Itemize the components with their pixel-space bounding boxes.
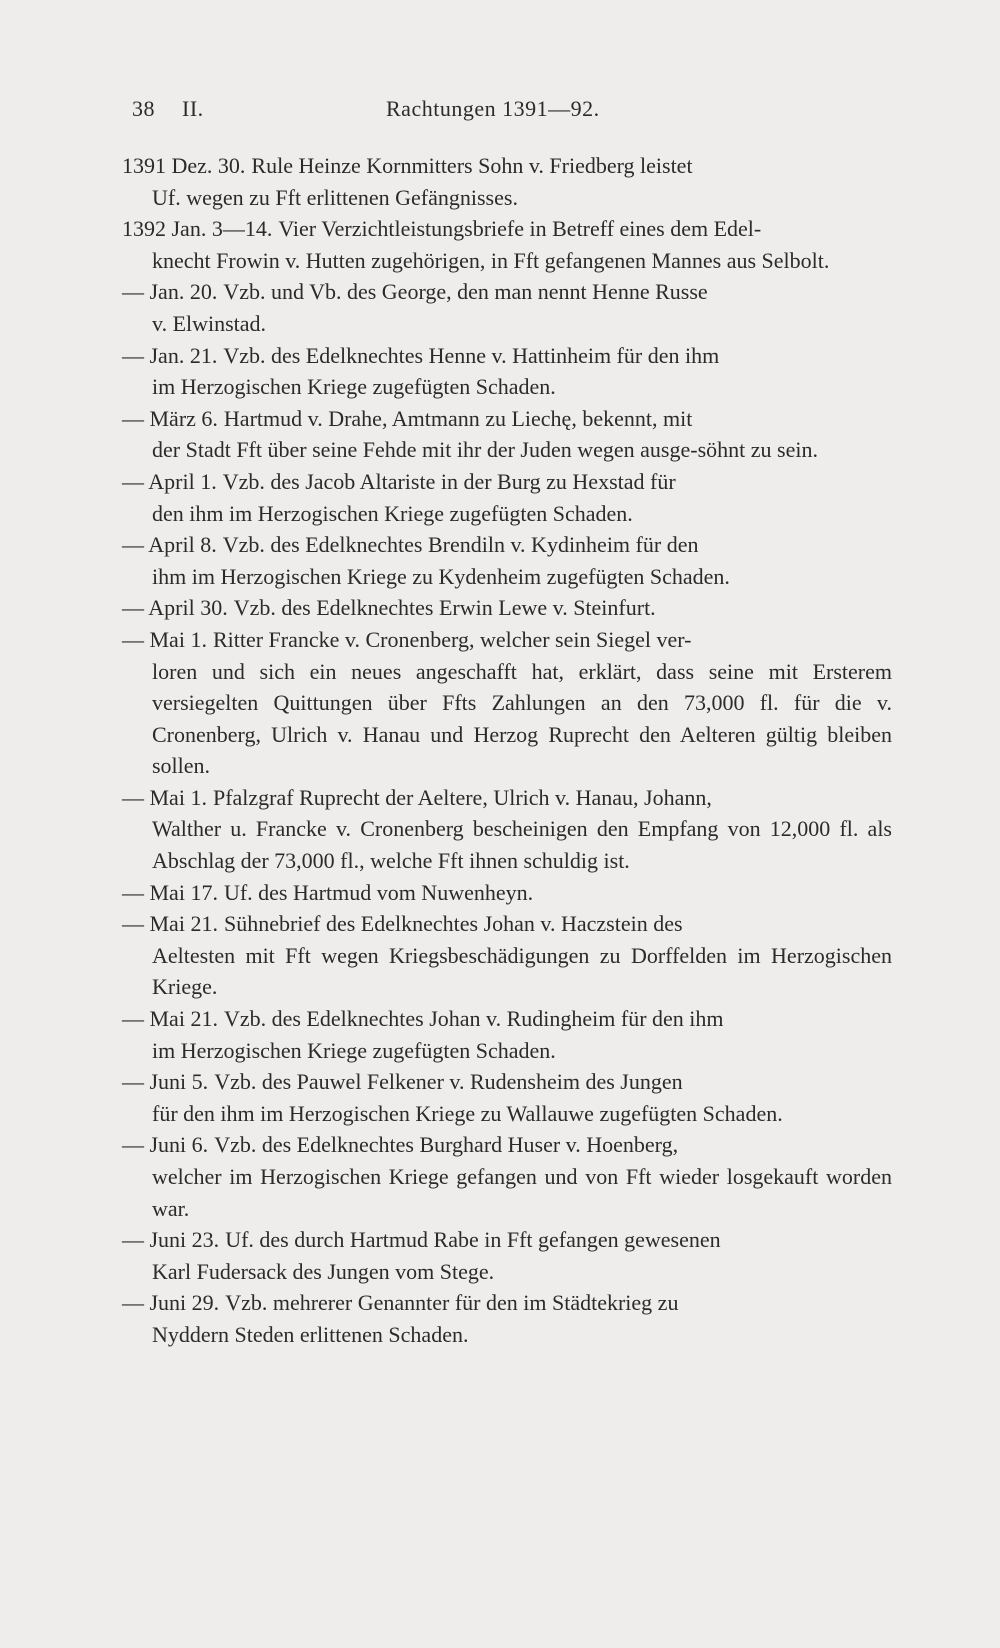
entry-date: — April 30. [122, 595, 228, 621]
entry-first-line [122, 150, 892, 182]
entry-text: Hartmud v. Drahe, Amtmann zu Liechę, bekennt, mit [223, 405, 693, 431]
entry-first-line [122, 529, 892, 561]
section-number: II. [182, 96, 204, 121]
list-item [122, 1224, 892, 1287]
entry-text: Vzb. des Edelknechtes Burghard Huser v. Hoenberg, [214, 1132, 679, 1158]
entry-text: Ritter Francke v. Cronenberg, welcher sein Siegel ver- [212, 626, 692, 652]
entry-date: — Jan. 20. [122, 279, 218, 305]
list-item [122, 1129, 892, 1224]
entry-text: Pfalzgraf Ruprecht der Aeltere, Ulrich v. Hanau, Johann, [212, 784, 712, 810]
entry-first-line [122, 276, 892, 308]
list-item [122, 276, 892, 339]
entry-list [122, 150, 892, 1351]
list-item [122, 908, 892, 1003]
entry-date: — Juni 6. [122, 1132, 209, 1158]
entry-date: — April 8. [122, 532, 217, 558]
list-item [122, 877, 892, 909]
entry-first-line [122, 403, 892, 435]
entry-date: — Mai 1. [122, 626, 207, 652]
list-item [122, 592, 892, 624]
entry-continuation: im Herzogischen Kriege zugefügten Schaden. [152, 374, 556, 400]
entry-text: Vzb. des Edelknechtes Johan v. Rudingheim für den ihm [223, 1006, 724, 1032]
list-item [122, 624, 892, 782]
list-item [122, 213, 892, 276]
list-item [122, 1287, 892, 1350]
list-item [122, 529, 892, 592]
entry-date: — Mai 17. [122, 879, 218, 905]
entry-date: — Juni 23. [122, 1227, 220, 1253]
entry-continuation: für den ihm im Herzogischen Kriege zu Wallauwe zugefügten Schaden. [152, 1100, 783, 1126]
entry-continuation: ihm im Herzogischen Kriege zu Kydenheim zugefügten Schaden. [152, 563, 730, 589]
entry-text: Vzb. und Vb. des George, den man nennt Henne Russe [223, 279, 708, 305]
entry-first-line [122, 624, 892, 656]
entry-continuation: im Herzogischen Kriege zugefügten Schaden. [152, 1037, 556, 1063]
entry-first-line [122, 1066, 892, 1098]
list-item [122, 782, 892, 877]
entry-date: — Mai 21. [122, 1006, 218, 1032]
entry-continuation: knecht Frowin v. Hutten zugehörigen, in Fft gefangenen Mannes aus Selbolt. [152, 247, 830, 273]
entry-first-line [122, 1129, 892, 1161]
entry-continuation: Walther u. Francke v. Cronenberg bescheinigen den Empfang von 12,000 fl. als Abschlag der 73,000 fl., welche Fft ihnen schuldig ist. [152, 816, 892, 874]
entry-first-line [122, 877, 892, 909]
entry-date: — April 1. [122, 468, 217, 494]
list-item [122, 403, 892, 466]
entry-first-line [122, 908, 892, 940]
entry-continuation: den ihm im Herzogischen Kriege zugefügten Schaden. [152, 500, 633, 526]
entry-first-line [122, 782, 892, 814]
list-item [122, 466, 892, 529]
entry-text: Uf. des Hartmud vom Nuwenheyn. [223, 879, 534, 905]
entry-text: Vzb. des Edelknechtes Erwin Lewe v. Steinfurt. [233, 595, 656, 621]
entry-first-line [122, 1287, 892, 1319]
entry-text: Rule Heinze Kornmitters Sohn v. Friedberg leistet [251, 153, 693, 178]
entry-continuation: v. Elwinstad. [152, 310, 267, 336]
entry-first-line [122, 1003, 892, 1035]
list-item [122, 340, 892, 403]
entry-date: — Mai 21. [122, 911, 218, 937]
list-item [122, 1066, 892, 1129]
entry-date: — Juni 29. [122, 1290, 220, 1316]
entry-date: — Mai 1. [122, 784, 207, 810]
entry-text: Vzb. mehrerer Genannter für den im Städtekrieg zu [225, 1290, 679, 1316]
entry-text: Vier Verzichtleistungsbriefe in Betreff eines dem Edel- [278, 216, 762, 242]
list-item [122, 1003, 892, 1066]
entry-first-line [122, 592, 892, 624]
entry-continuation: Uf. wegen zu Fft erlittenen Gefängnisses. [152, 184, 518, 210]
entry-date: 1391 Dez. 30. [122, 153, 246, 178]
entry-date: 1392 Jan. 3—14. [122, 216, 273, 242]
entry-text: Sühnebrief des Edelknechtes Johan v. Haczstein des [223, 911, 683, 937]
entry-date: — Jan. 21. [122, 342, 218, 368]
entry-date: — Juni 5. [122, 1069, 209, 1095]
entry-first-line [122, 466, 892, 498]
entry-text: Vzb. des Edelknechtes Brendiln v. Kydinheim für den [222, 532, 699, 558]
entry-continuation: Nyddern Steden erlittenen Schaden. [152, 1321, 469, 1347]
page-number: 38 [132, 96, 155, 121]
entry-continuation: Karl Fudersack des Jungen vom Stege. [152, 1258, 495, 1284]
list-item [122, 150, 892, 213]
running-title: Rachtungen 1391—92. [386, 96, 600, 121]
entry-first-line [122, 340, 892, 372]
entry-text: Vzb. des Edelknechtes Henne v. Hattinheim für den ihm [223, 342, 720, 368]
entry-continuation: loren und sich ein neues angeschafft hat, erklärt, dass seine mit Ersterem versiegelten Quittungen über Ffts Zahlungen an den 73,000 fl. für die v. Cronenberg, Ulrich v. Hanau und Herzog Ruprecht den Aelteren gültig bleiben sollen. [152, 658, 892, 779]
entry-continuation: welcher im Herzogischen Kriege gefangen und von Fft wieder losgekauft worden war. [152, 1164, 892, 1221]
entry-text: Vzb. des Pauwel Felkener v. Rudensheim des Jungen [214, 1069, 683, 1095]
entry-text: Vzb. des Jacob Altariste in der Burg zu Hexstad für [222, 468, 676, 494]
entry-text: Uf. des durch Hartmud Rabe in Fft gefangen gewesenen [225, 1227, 721, 1253]
entry-continuation: der Stadt Fft über seine Fehde mit ihr der Juden wegen ausge-söhnt zu sein. [152, 437, 818, 463]
entry-continuation: Aeltesten mit Fft wegen Kriegsbeschädigungen zu Dorffelden im Herzogischen Kriege. [152, 942, 892, 1000]
entry-first-line [122, 1224, 892, 1256]
entry-date: — März 6. [122, 405, 218, 431]
entry-first-line [122, 213, 892, 245]
